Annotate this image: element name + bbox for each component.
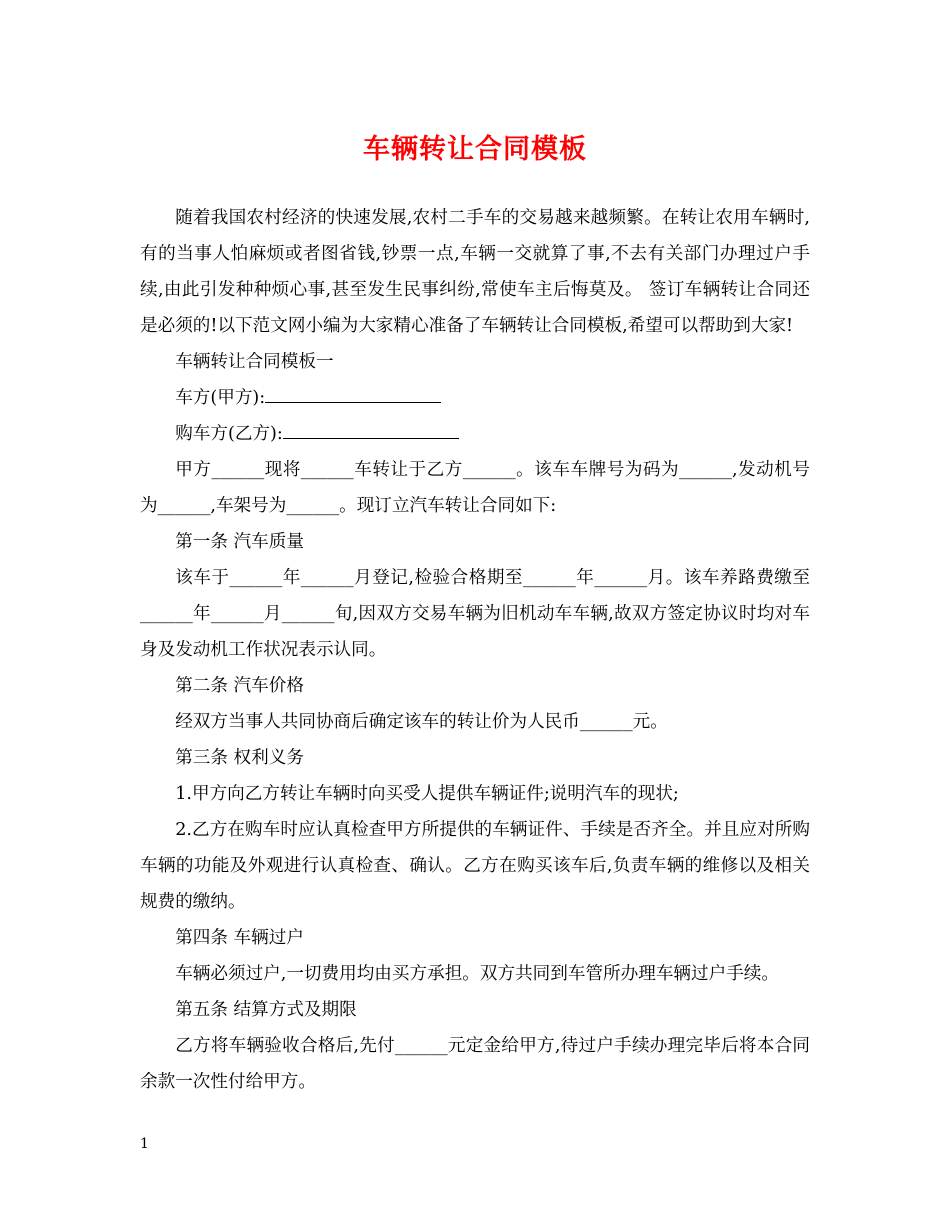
article-1-text: 该车于______年______月登记,检验合格期至______年______月。该车养路费缴至______年______月______旬,因双方交易车辆为旧机动车车辆,故双方签定协议时均对车身及发动机工作状况表示认同。: [140, 568, 810, 660]
document-body: [140, 200, 810, 1100]
document-title: 车辆转让合同模板: [363, 134, 587, 165]
article-3-item-2: 2.乙方在购车时应认真检查甲方所提供的车辆证件、手续是否齐全。并且应对所购车辆的功能及外观进行认真检查、确认。乙方在购买该车后,负责车辆的维修以及相关规费的缴纳。: [140, 820, 810, 912]
article-5-heading: 第五条 结算方式及期限: [175, 1000, 357, 1020]
buyer-label: 购车方(乙方):: [175, 424, 283, 444]
article-5-text: 乙方将车辆验收合格后,先付______元定金给甲方,待过户手续办理完毕后将本合同余款一次性付给甲方。: [140, 1036, 810, 1092]
article-3-heading: 第三条 权利义务: [175, 748, 304, 768]
buyer-line: [140, 416, 810, 452]
article-2-text: 经双方当事人共同协商后确定该车的转让价为人民币______元。: [175, 712, 668, 732]
seller-line: [140, 380, 810, 416]
buyer-blank-field[interactable]: [283, 422, 459, 439]
intro-paragraph: 随着我国农村经济的快速发展,农村二手车的交易越来越频繁。在转让农用车辆时,有的当事人怕麻烦或者图省钱,钞票一点,车辆一交就算了事,不去有关部门办理过户手续,由此引发种种烦心事,甚至发生民事纠纷,常使车主后悔莫及。 签订车辆转让合同还是必须的!以下范文网小编为大家精心准备了车辆转让合同模板,希望可以帮助到大家!: [140, 208, 810, 336]
article-2-heading: 第二条 汽车价格: [175, 676, 304, 696]
article-4-heading: 第四条 车辆过户: [175, 928, 304, 948]
article-1-heading: 第一条 汽车质量: [175, 532, 304, 552]
template-heading: 车辆转让合同模板一: [175, 352, 334, 372]
seller-label: 车方(甲方):: [175, 388, 266, 408]
article-4-text: 车辆必须过户,一切费用均由买方承担。双方共同到车管所办理车辆过户手续。: [175, 964, 779, 984]
article-3-item-1: 1.甲方向乙方转让车辆时向买受人提供车辆证件;说明汽车的现状;: [175, 784, 679, 804]
contract-paragraph: 甲方______现将______车转让于乙方______。该车车牌号为码为______,发动机号为______,车架号为______。现订立汽车转让合同如下:: [140, 460, 810, 516]
page-number: 1: [140, 1136, 149, 1152]
seller-blank-field[interactable]: [265, 386, 441, 403]
